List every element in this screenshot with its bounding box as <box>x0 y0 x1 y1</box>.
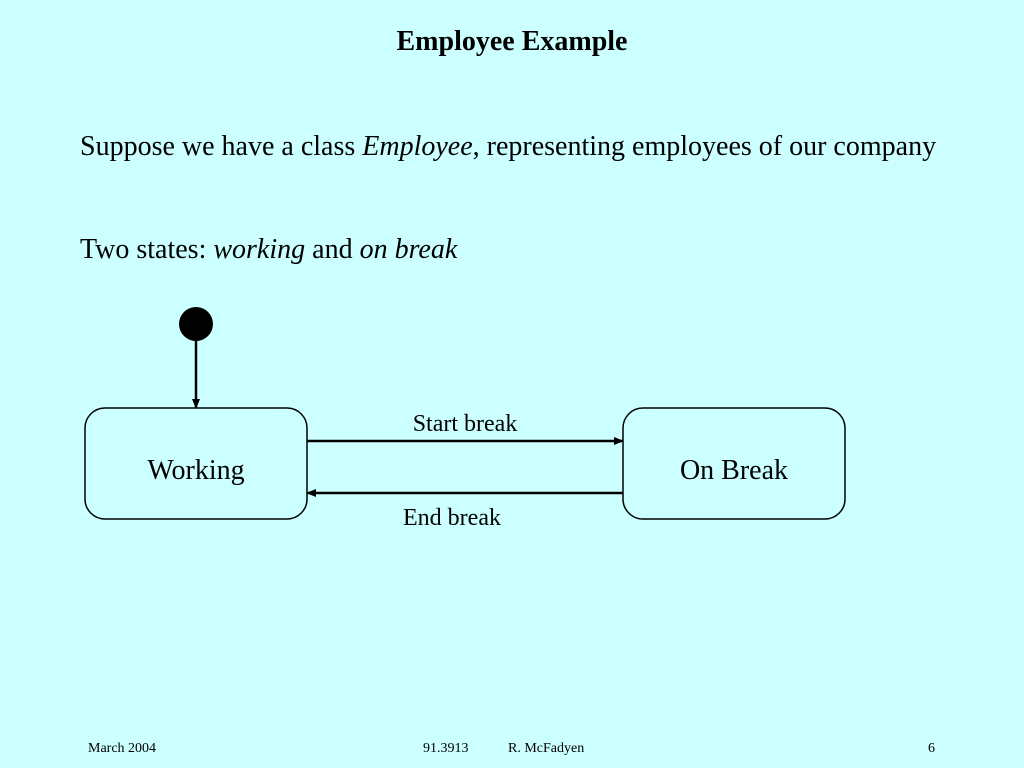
state-on-break-label: On Break <box>679 455 789 486</box>
footer-author: R. McFadyen <box>508 741 585 756</box>
intro-suffix: , representing employees of our company <box>472 131 937 162</box>
states-prefix: Two states: <box>80 234 214 265</box>
state-name-on-break: on break <box>359 234 458 265</box>
initial-state-dot <box>179 307 213 341</box>
states-and: and <box>305 234 360 265</box>
start-break-label: Start break <box>412 411 518 437</box>
footer-course: 91.3913 <box>423 741 469 756</box>
class-name: Employee <box>362 131 473 162</box>
footer-date: March 2004 <box>88 741 157 756</box>
intro-prefix: Suppose we have a class <box>80 131 363 162</box>
end-break-label: End break <box>403 505 501 531</box>
footer-page-number: 6 <box>928 741 935 756</box>
state-name-working: working <box>213 234 306 265</box>
state-working-label: Working <box>147 455 245 486</box>
slide-title: Employee Example <box>396 26 628 57</box>
